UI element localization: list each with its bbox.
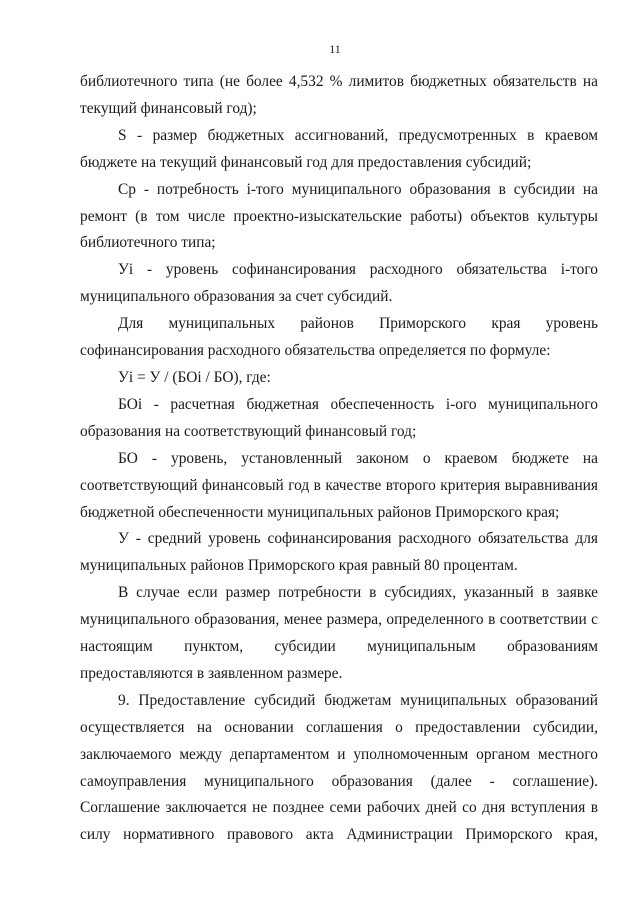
paragraph-item-9-agreement: 9. Предоставление субсидий бюджетам муниципальных образований осуществляется на основании соглашения о предоставлении субсидии, заключаемого между департаментом и уполномоченным органом местного самоуправления муниципального образования (далее - соглашение). Соглашение заключается не позднее семи рабочих дней со дня вступления в силу нормативного правового акта Администрации Приморского края, bbox=[80, 691, 598, 844]
paragraph-requested-amount: В случае если размер потребности в субсидиях, указанный в заявке муниципального образования, менее размера, определенного в соответствии с настоящим пунктом, субсидии муниципальным образованиям предоставляются в заявленном размере. bbox=[80, 584, 598, 682]
document-body bbox=[80, 69, 598, 849]
paragraph-districts-formula-intro: Для муниципальных районов Приморского края уровень софинансирования расходного обязательства определяется по формуле: bbox=[80, 315, 598, 360]
paragraph-definition-bo: БО - уровень, установленный законом о краевом бюджете на соответствующий финансовый год в качестве второго критерия выравнивания бюджетной обеспеченности муниципальных районов Приморского края; bbox=[80, 449, 598, 521]
paragraph-definition-boi: БОi - расчетная бюджетная обеспеченность i-ого муниципального образования на соответствующий финансовый год; bbox=[80, 395, 598, 440]
paragraph-library-type-limit: библиотечного типа (не более 4,532 % лимитов бюджетных обязательств на текущий финансовый год); bbox=[80, 73, 598, 117]
page-number: 11 bbox=[329, 42, 341, 56]
paragraph-definition-cp: Ср - потребность i-того муниципального образования в субсидии на ремонт (в том числе проектно-изыскательские работы) объектов культуры библиотечного типа; bbox=[80, 180, 598, 252]
paragraph-definition-y: У - средний уровень софинансирования расходного обязательства для муниципальных районов Приморского края равный 80 процентам. bbox=[80, 530, 598, 575]
paragraph-definition-s: S - размер бюджетных ассигнований, предусмотренных в краевом бюджете на текущий финансовый год для предоставления субсидий; bbox=[80, 126, 598, 171]
paragraph-definition-yi: Уi - уровень софинансирования расходного обязательства i-того муниципального образования за счет субсидий. bbox=[80, 261, 598, 306]
paragraph-formula: Уi = У / (БОi / БО), где: bbox=[118, 368, 271, 386]
